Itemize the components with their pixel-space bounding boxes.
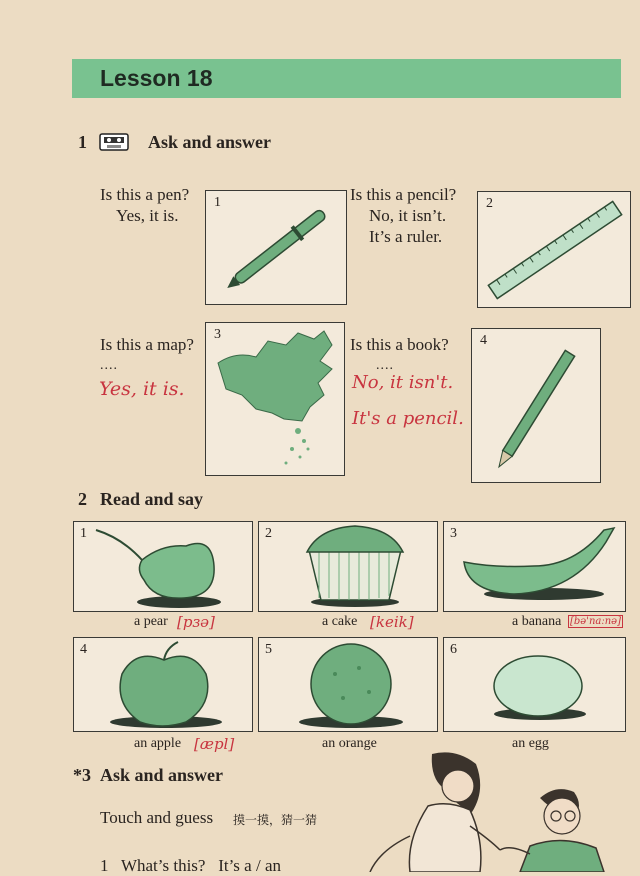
answer-1: Yes, it is. [116,206,179,225]
food-label-3: a banana [512,614,562,629]
qa-item-4 [350,334,449,376]
banana-icon [444,522,627,613]
china-map-icon [206,323,346,477]
cake-icon [259,522,439,613]
food-box-2 [258,521,438,612]
food-note-1: [pɜə] [177,613,215,631]
food-box-5 [258,637,438,732]
picture-box-2 [477,191,631,308]
section3-line2: 1 What’s this? It’s a / an [100,856,281,875]
food-number-5: 5 [265,642,272,657]
food-box-4 [73,637,253,732]
picture-box-4 [471,328,601,483]
answer-2b: It’s a ruler. [369,227,443,246]
answer-2a: No, it isn’t. [369,206,447,225]
section3-line1: Touch and guess [100,808,214,827]
section2-title: Read and say [100,489,204,509]
qa-item-3 [100,334,194,376]
pencil-icon [472,329,602,484]
question-2: Is this a pencil? [350,185,457,204]
box-number-2: 2 [486,196,493,211]
section3-number: *3 [73,765,91,785]
food-box-6 [443,637,626,732]
question-1: Is this a pen? [100,185,190,204]
handwritten-answer-3: Yes, it is. [99,378,185,400]
section2-number: 2 [78,489,87,509]
picture-box-3 [205,322,345,476]
box-number-1: 1 [214,195,221,210]
question-4: Is this a book? [350,335,449,354]
pen-icon [206,191,348,306]
food-number-1: 1 [80,526,87,541]
box-number-4: 4 [480,333,487,348]
section1-title: Ask and answer [148,132,272,152]
food-box-3 [443,521,626,612]
section1-number: 1 [78,132,87,152]
food-box-1 [73,521,253,612]
food-note-2: [keik] [370,613,414,631]
handwritten-answer-4b: It's a pencil. [352,408,464,429]
apple-icon [74,638,254,733]
food-label-4: an apple [134,736,182,751]
lesson-title: Lesson 18 [100,65,213,91]
pear-icon [74,522,254,613]
food-note-4: [æpl] [194,735,235,753]
section3-line1-cn: 摸一摸，猜一猜 [233,813,318,827]
food-note-3: [bə'naːnə] [570,616,622,627]
food-label-6: an egg [512,736,549,751]
question-3: Is this a map? [100,335,194,354]
food-label-5: an orange [322,736,377,751]
egg-icon [444,638,627,733]
picture-box-1 [205,190,347,305]
orange-icon [259,638,439,733]
children-illustration [360,750,620,872]
food-number-4: 4 [80,642,87,657]
section3-title: Ask and answer [100,765,224,785]
handwritten-answer-4a: No, it isn't. [352,372,454,393]
food-label-1: a pear [134,614,168,629]
qa-item-2 [350,184,456,247]
food-number-2: 2 [265,526,272,541]
food-number-3: 3 [450,526,457,541]
lesson-banner [72,59,621,98]
box-number-3: 3 [214,327,221,342]
ruler-icon [478,192,632,309]
cassette-tape-icon [99,132,129,152]
qa-item-1 [100,184,189,226]
dots-4: .... [376,358,394,373]
food-label-2: a cake [322,614,358,629]
dots-3: .... [100,358,118,373]
food-number-6: 6 [450,642,457,657]
